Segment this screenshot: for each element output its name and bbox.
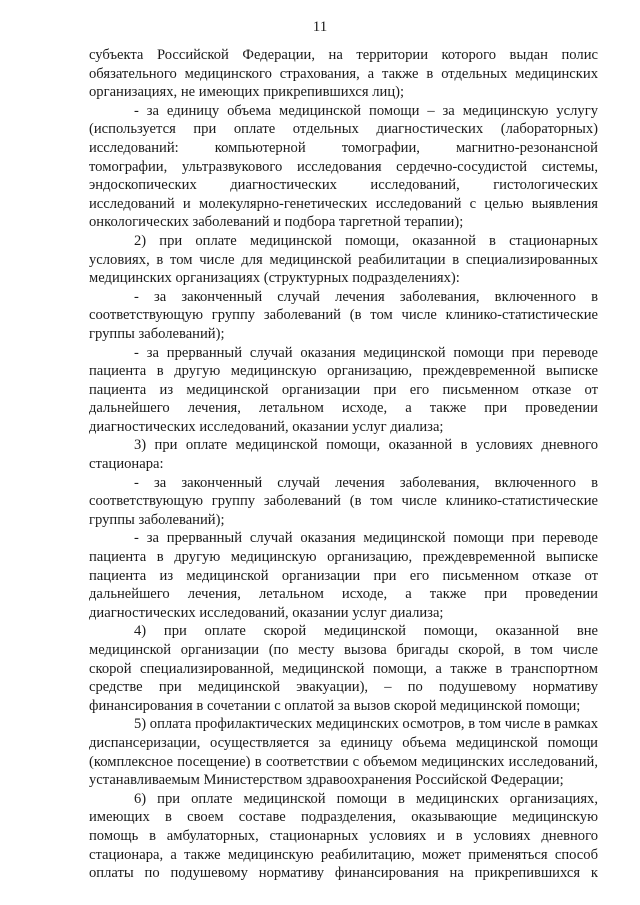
text-line: дальнейшего лечения, летальном исходе, а также при проведении: [89, 586, 598, 603]
text-line: (комплексное посещение) в соответствии с объемом медицинских исследований,: [89, 753, 598, 770]
text-line: онкологических заболеваний и подбора таргетной терапии);: [89, 214, 464, 231]
text-line: медицинской организации (по месту вызова бригады скорой, в том числе: [89, 642, 598, 658]
text-line: помощь в амбулаторных, стационарных условиях и в условиях дневного: [89, 827, 598, 844]
page-number: 11: [312, 19, 328, 35]
text-line: имеющих в своем составе подразделения, оказывающие медицинскую: [89, 809, 598, 826]
text-line: пациента из медицинской организации при его письменном отказе от: [89, 381, 598, 398]
text-line: стационара:: [89, 456, 164, 473]
text-line: 3) при оплате медицинской помощи, оказанной в условиях дневного: [134, 437, 598, 454]
text-line: группы заболеваний);: [89, 325, 225, 342]
document-body: [89, 46, 598, 883]
text-line: пациента в другую медицинскую организацию, преждевременной выписке: [89, 363, 598, 380]
text-line: томографии, ультразвукового исследования сердечно-сосудистой системы,: [89, 158, 598, 175]
text-line: - за прерванный случай оказания медицинской помощи при переводе: [134, 344, 598, 361]
text-line: 6) при оплате медицинской помощи в медицинских организациях,: [134, 790, 598, 807]
text-line: 5) оплата профилактических медицинских осмотров, в том числе в рамках: [134, 716, 598, 733]
text-line: условиях, в том числе для медицинской реабилитации в специализированных: [89, 251, 598, 268]
text-line: диспансеризации, осуществляется за единицу объема медицинской помощи: [89, 734, 598, 751]
text-line: медицинских организациях (структурных подразделениях):: [89, 270, 460, 287]
text-line: оплаты по подушевому нормативу финансирования на прикрепившихся к: [89, 865, 598, 882]
text-line: средстве при медицинской эвакуации), – по подушевому нормативу: [89, 679, 598, 696]
text-line: пациента в другую медицинскую организацию, преждевременной выписке: [89, 549, 598, 566]
text-line: 2) при оплате медицинской помощи, оказанной в стационарных: [134, 232, 598, 249]
text-line: (используется при оплате отдельных диагностических (лабораторных): [89, 121, 598, 138]
text-line: диагностических исследований, оказании услуг диализа;: [89, 418, 444, 435]
text-line: - за единицу объема медицинской помощи – за медицинскую услугу: [134, 102, 598, 119]
text-line: - за законченный случай лечения заболевания, включенного в: [134, 288, 598, 305]
text-line: - за прерванный случай оказания медицинской помощи при переводе: [134, 530, 598, 547]
text-line: соответствующую группу заболеваний (в том числе клинико-статистические: [89, 307, 598, 324]
text-line: 4) при оплате скорой медицинской помощи, оказанной вне: [134, 623, 598, 640]
text-line: субъекта Российской Федерации, на территории которого выдан полис: [89, 47, 598, 63]
text-line: соответствующую группу заболеваний (в том числе клинико-статистические: [89, 493, 598, 510]
text-line: устанавливаемым Министерством здравоохранения Российской Федерации;: [89, 772, 564, 789]
text-line: - за законченный случай лечения заболевания, включенного в: [134, 474, 598, 491]
text-line: исследований: компьютерной томографии, магнитно-резонансной: [89, 139, 598, 156]
text-line: пациента из медицинской организации при его письменном отказе от: [89, 567, 598, 584]
text-line: финансирования в сочетании с оплатой за вызов скорой медицинской помощи;: [89, 697, 581, 714]
text-line: дальнейшего лечения, летальном исходе, а также при проведении: [89, 400, 598, 417]
text-line: эндоскопических диагностических исследований, гистологических: [89, 177, 598, 194]
text-line: диагностических исследований, оказании услуг диализа;: [89, 604, 444, 621]
text-line: обязательного медицинского страхования, а также в отдельных медицинских: [89, 65, 598, 82]
text-line: скорой специализированной, медицинской помощи, а также в транспортном: [89, 660, 598, 677]
text-line: организациях, не имеющих прикрепившихся лиц);: [89, 84, 405, 101]
text-line: исследований и молекулярно-генетических исследований с целью выявления: [89, 195, 598, 212]
text-line: стационара, а также медицинскую реабилитацию, может применяться способ: [89, 846, 598, 863]
text-line: группы заболеваний);: [89, 511, 225, 528]
